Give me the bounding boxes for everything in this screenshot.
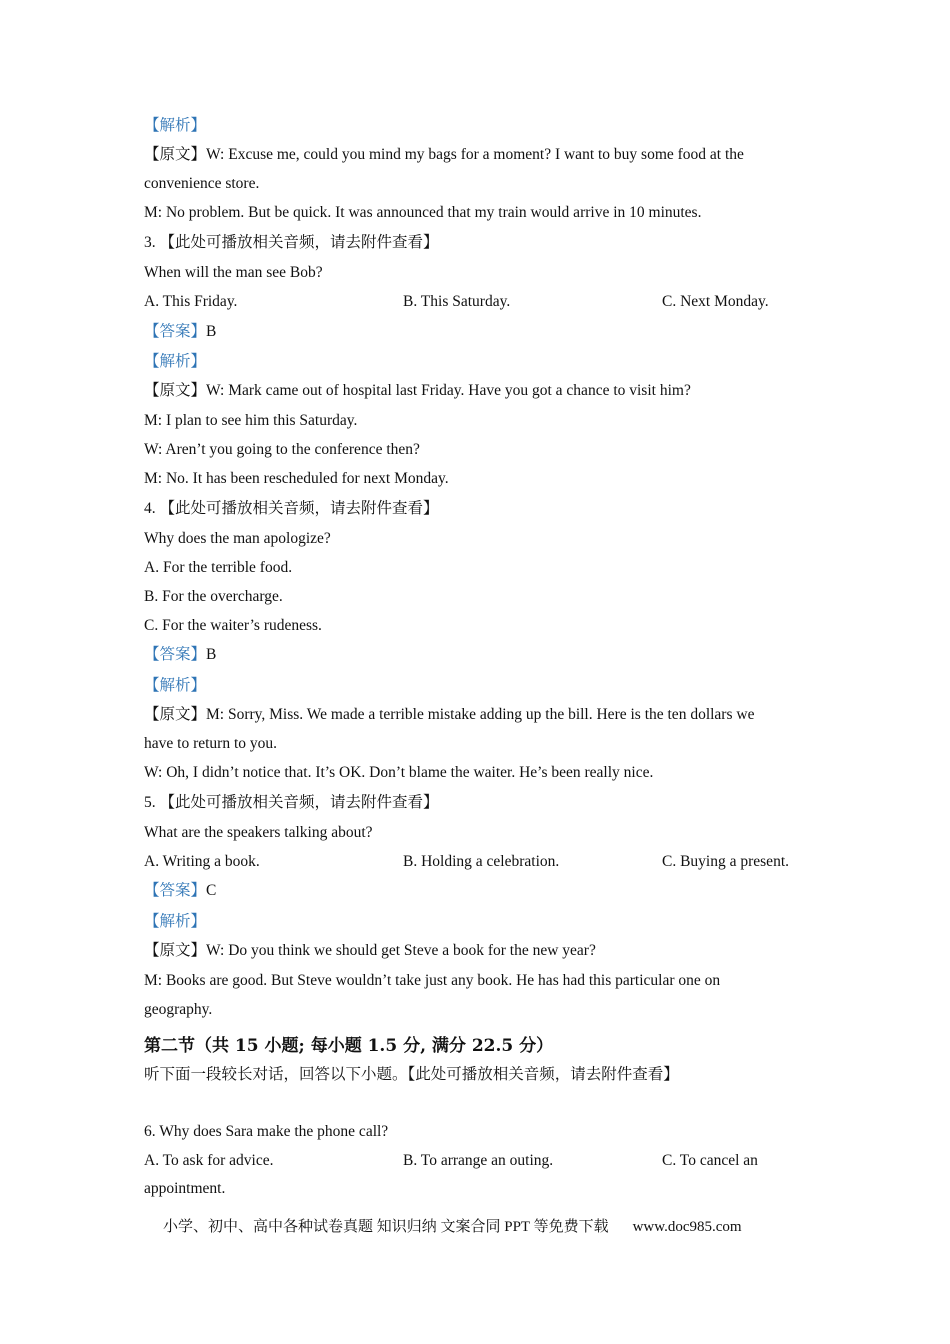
transcript-line: 【原文】M: Sorry, Miss. We made a terrible mistake adding up the bill. Here is the ten dollars we [144, 706, 755, 723]
answer-value: B [206, 323, 217, 340]
question-number: 3. 【此处可播放相关音频，请去附件查看】 [144, 234, 439, 251]
analysis-label: 【解析】 [144, 913, 207, 930]
answer-line [144, 647, 216, 663]
question-text: When will the man see Bob? [144, 264, 323, 281]
transcript-line: M: Books are good. But Steve wouldn’t take just any book. He has had this particular one on [144, 972, 721, 989]
footer [163, 1215, 742, 1236]
transcript-line: geography. [144, 1001, 213, 1018]
option-c: C. For the waiter’s rudeness. [144, 617, 322, 634]
option-b: B. To arrange an outing. [403, 1152, 554, 1169]
answer-value: C [206, 882, 217, 899]
analysis-label: 【解析】 [144, 353, 207, 370]
answer-label: 【答案】 [144, 323, 207, 340]
footer-text: 小学、初中、高中各种试卷真题 知识归纳 文案合同 PPT 等免费下载 [163, 1219, 609, 1235]
option-c: C. Buying a present. [662, 853, 789, 870]
question-text: What are the speakers talking about? [144, 824, 373, 841]
option-a: A. For the terrible food. [144, 559, 293, 576]
option-c-continued: appointment. [144, 1180, 226, 1197]
answer-label: 【答案】 [144, 882, 207, 899]
footer-site-link[interactable]: www.doc985.com [632, 1219, 742, 1235]
option-c: C. Next Monday. [662, 293, 769, 310]
transcript-line: have to return to you. [144, 735, 278, 752]
transcript-line: W: Oh, I didn’t notice that. It’s OK. Don’t blame the waiter. He’s been really nice. [144, 764, 654, 781]
question-text: Why does the man apologize? [144, 530, 331, 547]
option-b: B. Holding a celebration. [403, 853, 560, 870]
option-a: A. Writing a book. [144, 853, 260, 870]
option-b: B. For the overcharge. [144, 588, 283, 605]
transcript-line: W: Aren’t you going to the conference then? [144, 441, 420, 458]
instruction-text: 听下面一段较长对话，回答以下小题。【此处可播放相关音频，请去附件查看】 [144, 1066, 679, 1083]
option-a: A. To ask for advice. [144, 1152, 274, 1169]
transcript-line: convenience store. [144, 175, 260, 192]
analysis-label: 【解析】 [144, 117, 207, 134]
answer-line [144, 324, 216, 340]
transcript-line: M: I plan to see him this Saturday. [144, 412, 358, 429]
option-b: B. This Saturday. [403, 293, 511, 310]
answer-line [144, 883, 216, 899]
analysis-label: 【解析】 [144, 677, 207, 694]
question-number: 5. 【此处可播放相关音频，请去附件查看】 [144, 794, 439, 811]
option-a: A. This Friday. [144, 293, 238, 310]
transcript-line: M: No. It has been rescheduled for next Monday. [144, 470, 449, 487]
transcript-line: M: No problem. But be quick. It was announced that my train would arrive in 10 minutes. [144, 204, 702, 221]
transcript-line: 【原文】W: Do you think we should get Steve a book for the new year? [144, 942, 596, 959]
question-text: 6. Why does Sara make the phone call? [144, 1123, 389, 1140]
question-number: 4. 【此处可播放相关音频，请去附件查看】 [144, 500, 439, 517]
option-c: C. To cancel an [662, 1152, 758, 1169]
answer-value: B [206, 646, 217, 663]
transcript-line: 【原文】W: Mark came out of hospital last Friday. Have you got a chance to visit him? [144, 382, 691, 399]
section-heading: 第二节（共 15 小题; 每小题 1.5 分, 满分 22.5 分） [144, 1036, 554, 1056]
answer-label: 【答案】 [144, 646, 207, 663]
transcript-line: 【原文】W: Excuse me, could you mind my bags for a moment? I want to buy some food at the [144, 146, 744, 163]
